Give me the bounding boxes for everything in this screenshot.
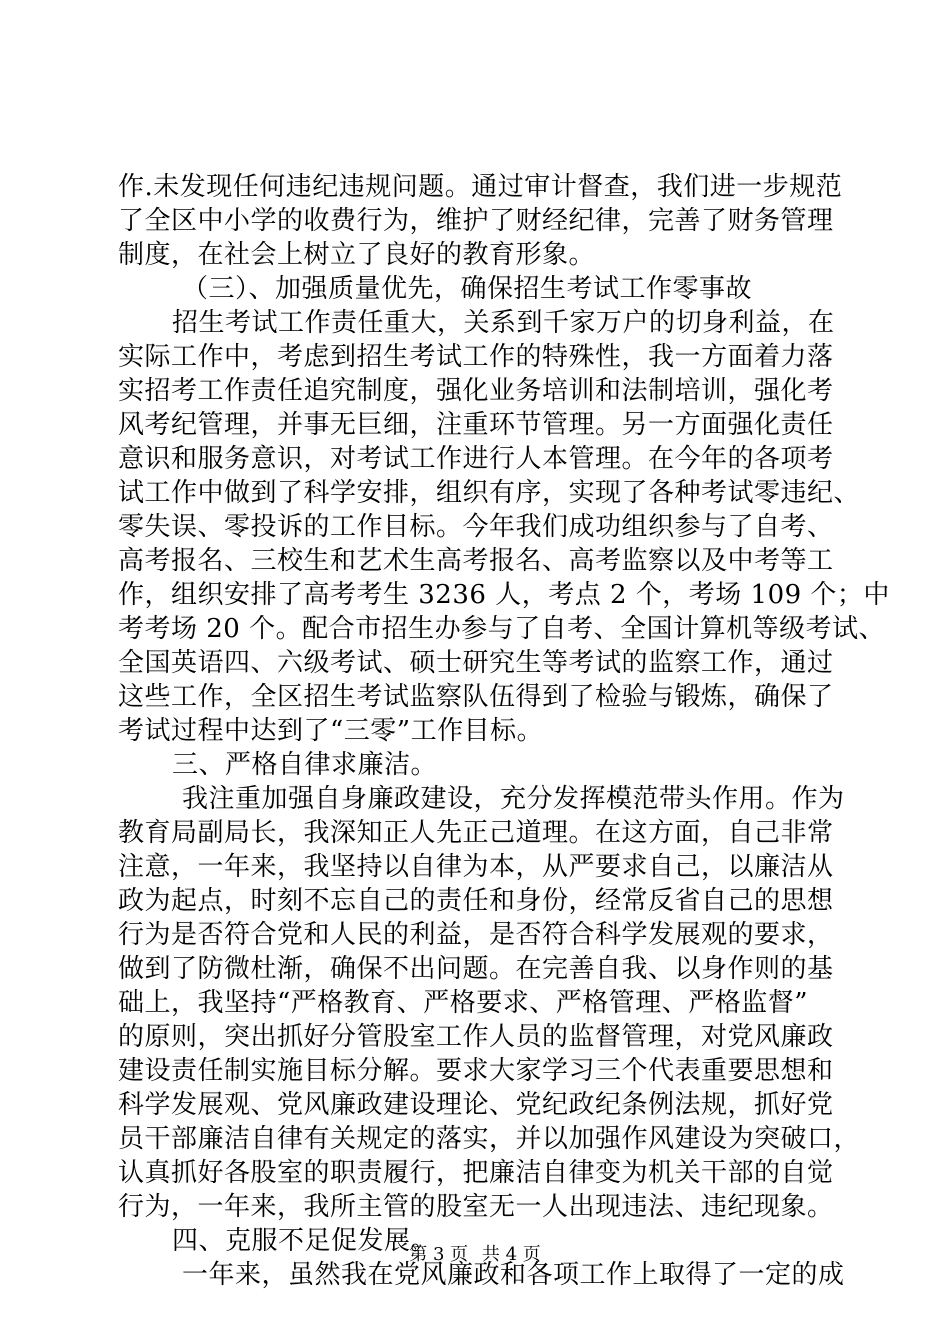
text-line: 行为，一年来，我所主管的股室无一人出现违法、违纪现象。 xyxy=(118,1192,834,1222)
text-line: 教育局副局长，我深知正人先正己道理。在这方面，自己非常 xyxy=(118,818,834,848)
text-line: 实际工作中，考虑到招生考试工作的特殊性，我一方面着力落 xyxy=(118,342,834,372)
section-heading: 四、克服不足促发展。 xyxy=(172,1226,438,1256)
page-number: 第 3 页 xyxy=(409,1244,469,1265)
text-line: 试工作中做到了科学安排，组织有序，实现了各种考试零违纪、 xyxy=(118,478,861,508)
text-line: 建设责任制实施目标分解。要求大家学习三个代表重要思想和 xyxy=(118,1056,834,1086)
text-line: 作.未发现任何违纪违规问题。通过审计督查，我们进一步规范 xyxy=(118,172,843,202)
text-line: 员干部廉洁自律有关规定的落实，并以加强作风建设为突破口， xyxy=(118,1124,861,1154)
page-footer xyxy=(0,1243,950,1267)
text-line: 认真抓好各股室的职责履行，把廉洁自律变为机关干部的自觉 xyxy=(118,1158,834,1188)
text-line: 考考场 20 个。配合市招生办参与了自考、全国计算机等级考试、 xyxy=(118,614,886,644)
text-line: 注意，一年来，我坚持以自律为本，从严要求自己，以廉洁从 xyxy=(118,852,834,882)
page-total: 共 4 页 xyxy=(481,1244,541,1265)
section-heading: （三）、加强质量优先，确保招生考试工作零事故 xyxy=(182,274,753,304)
text-line: 科学发展观、党风廉政建设理论、党纪政纪条例法规，抓好党 xyxy=(118,1090,834,1120)
text-line: 政为起点，时刻不忘自己的责任和身份，经常反省自己的思想 xyxy=(118,886,834,916)
text-line: 风考纪管理，并事无巨细，注重环节管理。另一方面强化责任 xyxy=(118,410,834,440)
text-line: 行为是否符合党和人民的利益，是否符合科学发展观的要求， xyxy=(118,920,834,950)
text-line: 我注重加强自身廉政建设，充分发挥模范带头作用。作为 xyxy=(182,784,845,814)
text-line: 的原则，突出抓好分管股室工作人员的监督管理，对党风廉政 xyxy=(118,1022,834,1052)
text-line: 一年来，虽然我在党风廉政和各项工作上取得了一定的成 xyxy=(182,1260,845,1290)
text-line: 全国英语四、六级考试、硕士研究生等考试的监察工作，通过 xyxy=(118,648,834,678)
text-line: 实招考工作责任追究制度，强化业务培训和法制培训，强化考 xyxy=(118,376,834,406)
text-line: 了全区中小学的收费行为，维护了财经纪律，完善了财务管理 xyxy=(118,206,834,236)
section-heading: 三、严格自律求廉洁。 xyxy=(172,750,438,780)
text-line: 考试过程中达到了“三零”工作目标。 xyxy=(118,716,544,746)
text-line: 制度，在社会上树立了良好的教育形象。 xyxy=(118,240,596,270)
text-line: 础上，我坚持“严格教育、严格要求、严格管理、严格监督” xyxy=(118,988,809,1018)
text-line: 高考报名、三校生和艺术生高考报名、高考监察以及中考等工 xyxy=(118,546,834,576)
text-line: 这些工作，全区招生考试监察队伍得到了检验与锻炼，确保了 xyxy=(118,682,834,712)
text-line: 作，组织安排了高考考生 3236 人，考点 2 个，考场 109 个；中 xyxy=(118,580,890,610)
text-line: 意识和服务意识，对考试工作进行人本管理。在今年的各项考 xyxy=(118,444,834,474)
text-line: 做到了防微杜渐，确保不出问题。在完善自我、以身作则的基 xyxy=(118,954,834,984)
text-line: 零失误、零投诉的工作目标。今年我们成功组织参与了自考、 xyxy=(118,512,834,542)
text-line: 招生考试工作责任重大，关系到千家万户的切身利益，在 xyxy=(172,308,835,338)
